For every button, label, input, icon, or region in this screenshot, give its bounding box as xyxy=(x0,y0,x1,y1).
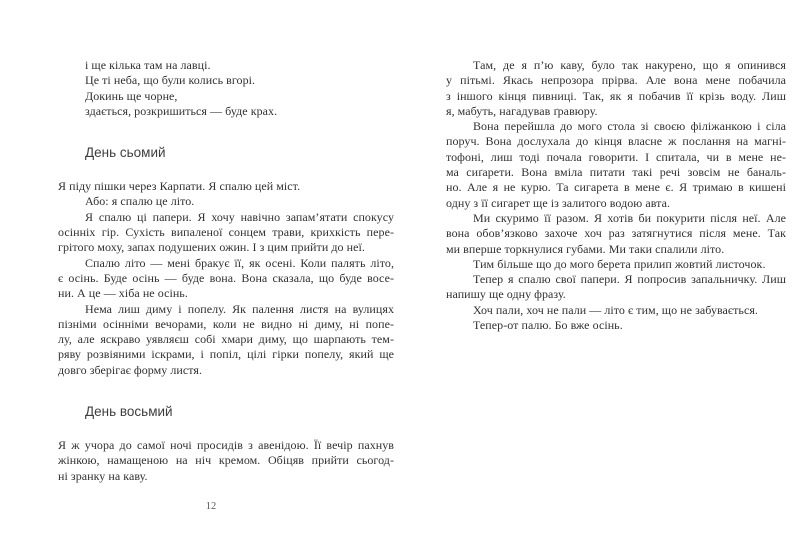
text-line: Тим більше що до мого берета прилип жовтий листочок. xyxy=(473,256,766,271)
section-heading: День сьомий xyxy=(85,145,166,161)
text-line: Спалю літо — мені бракує її, як осені. Коли палять літо, xyxy=(85,255,394,270)
paragraph xyxy=(58,210,394,256)
text-line: Вона перейшла до мого стола зі своєю філіжанкою і сіла xyxy=(473,119,786,134)
paragraph xyxy=(58,302,394,378)
text-line: довго зберігає форму листя. xyxy=(58,362,203,377)
paragraph xyxy=(58,256,394,302)
text-line: Ми скуримо її разом. Я хотів би покурити після неї. Але xyxy=(473,210,786,225)
paragraph xyxy=(58,179,394,194)
text-line: ряву розвіяними іскрами, і попіл, цілі гірки попелу, який ще xyxy=(58,347,394,362)
text-line: жінкою, намащеною на ніч кремом. Обіцяв прийти сьогод- xyxy=(58,453,394,468)
text-line: поруч. Вона дослухала до кінця власне ж послання на магні- xyxy=(446,134,786,149)
text-line: одну з її сигарет ще із залитого водою авта. xyxy=(446,195,671,210)
text-line: Я піду пішки через Карпати. Я спалю цей міст. xyxy=(58,179,301,194)
text-line: грітого моху, запах подушених ожин. І з цим прийти до неї. xyxy=(58,240,365,255)
text-line: Хоч пали, хоч не пали — літо є тим, що не забувається. xyxy=(473,302,758,317)
text-line: вона обов’язково захоче хоч раз затягнутися після мене. Так xyxy=(446,226,786,241)
text-line: Я спалю ці папери. Я хочу навічно запам’ятати спокусу xyxy=(85,209,394,224)
text-line: осінніх гір. Сухість випаленої сонцем трави, крихкість пере- xyxy=(58,225,394,240)
text-line: Я ж учора до самої ночі просидів з авенідою. Її вечір пахнув xyxy=(58,438,394,453)
text-line: у пітьмі. Якась непрозора прірва. Але вона мене побачила xyxy=(446,73,786,88)
poem-block xyxy=(58,58,394,119)
paragraph xyxy=(446,58,786,119)
text-line: Тепер-от палю. Бо вже осінь. xyxy=(473,318,623,333)
text-line: лу, але яскраво уявляєш собі хмари диму, що шарпають тем- xyxy=(58,332,394,347)
left-page-text-column xyxy=(58,58,394,484)
poem-line: і ще кілька там на лавці. xyxy=(85,58,211,72)
paragraph xyxy=(58,438,394,484)
text-line: ми вперше торкнулися губами. Ми таки спалили літо. xyxy=(446,241,725,256)
text-line: Там, де я п’ю каву, було так накурено, що я опинився xyxy=(473,58,786,72)
paragraph xyxy=(58,194,394,209)
text-line: но. Але я не курю. Та сигарета в мене є. Я тримаю в кишені xyxy=(446,180,786,195)
poem-line: Докинь ще чорне, xyxy=(85,88,178,103)
text-line: напишу ще одну фразу. xyxy=(446,287,566,302)
poem-line: Це ті неба, що були колись вгорі. xyxy=(85,73,256,88)
text-line: ні зранку на каву. xyxy=(58,468,148,483)
text-line: ни. А це — хіба не осінь. xyxy=(58,286,188,301)
page-number: 12 xyxy=(205,501,217,512)
text-line: я, мабуть, нагадував ґравюру. xyxy=(446,103,598,118)
text-line: Або: я спалю це літо. xyxy=(85,194,195,209)
text-line: є осінь. Буде осінь — буде вона. Вона сказала, що буде восе- xyxy=(58,270,394,285)
paragraph xyxy=(446,318,786,333)
text-line: пізніми осінніми вечорами, коли не видно ні диму, ні попе- xyxy=(58,316,394,331)
text-line: Нема лиш диму і попелу. Як палення листя на вулицях xyxy=(85,301,394,316)
paragraph xyxy=(446,272,786,303)
paragraph xyxy=(446,303,786,318)
section-heading: День восьмий xyxy=(85,404,173,420)
paragraph xyxy=(446,211,786,257)
paragraph xyxy=(446,119,786,211)
text-line: ма сиґарети. Вона вміла питати такі речі зовсім не баналь- xyxy=(446,165,786,180)
text-line: тофоні, лиш тоді почала говорити. І спитала, чи в мене не- xyxy=(446,149,786,164)
poem-line: здається, розкришиться — буде крах. xyxy=(85,103,278,118)
text-line: Тепер я спалю свої папери. Я попросив запальничку. Лиш xyxy=(473,272,786,287)
text-line: з іншого кінця пивниці. Так, як я побачив її крізь воду. Лиш xyxy=(446,88,786,103)
right-page-text-column xyxy=(446,58,786,333)
paragraph xyxy=(446,257,786,272)
